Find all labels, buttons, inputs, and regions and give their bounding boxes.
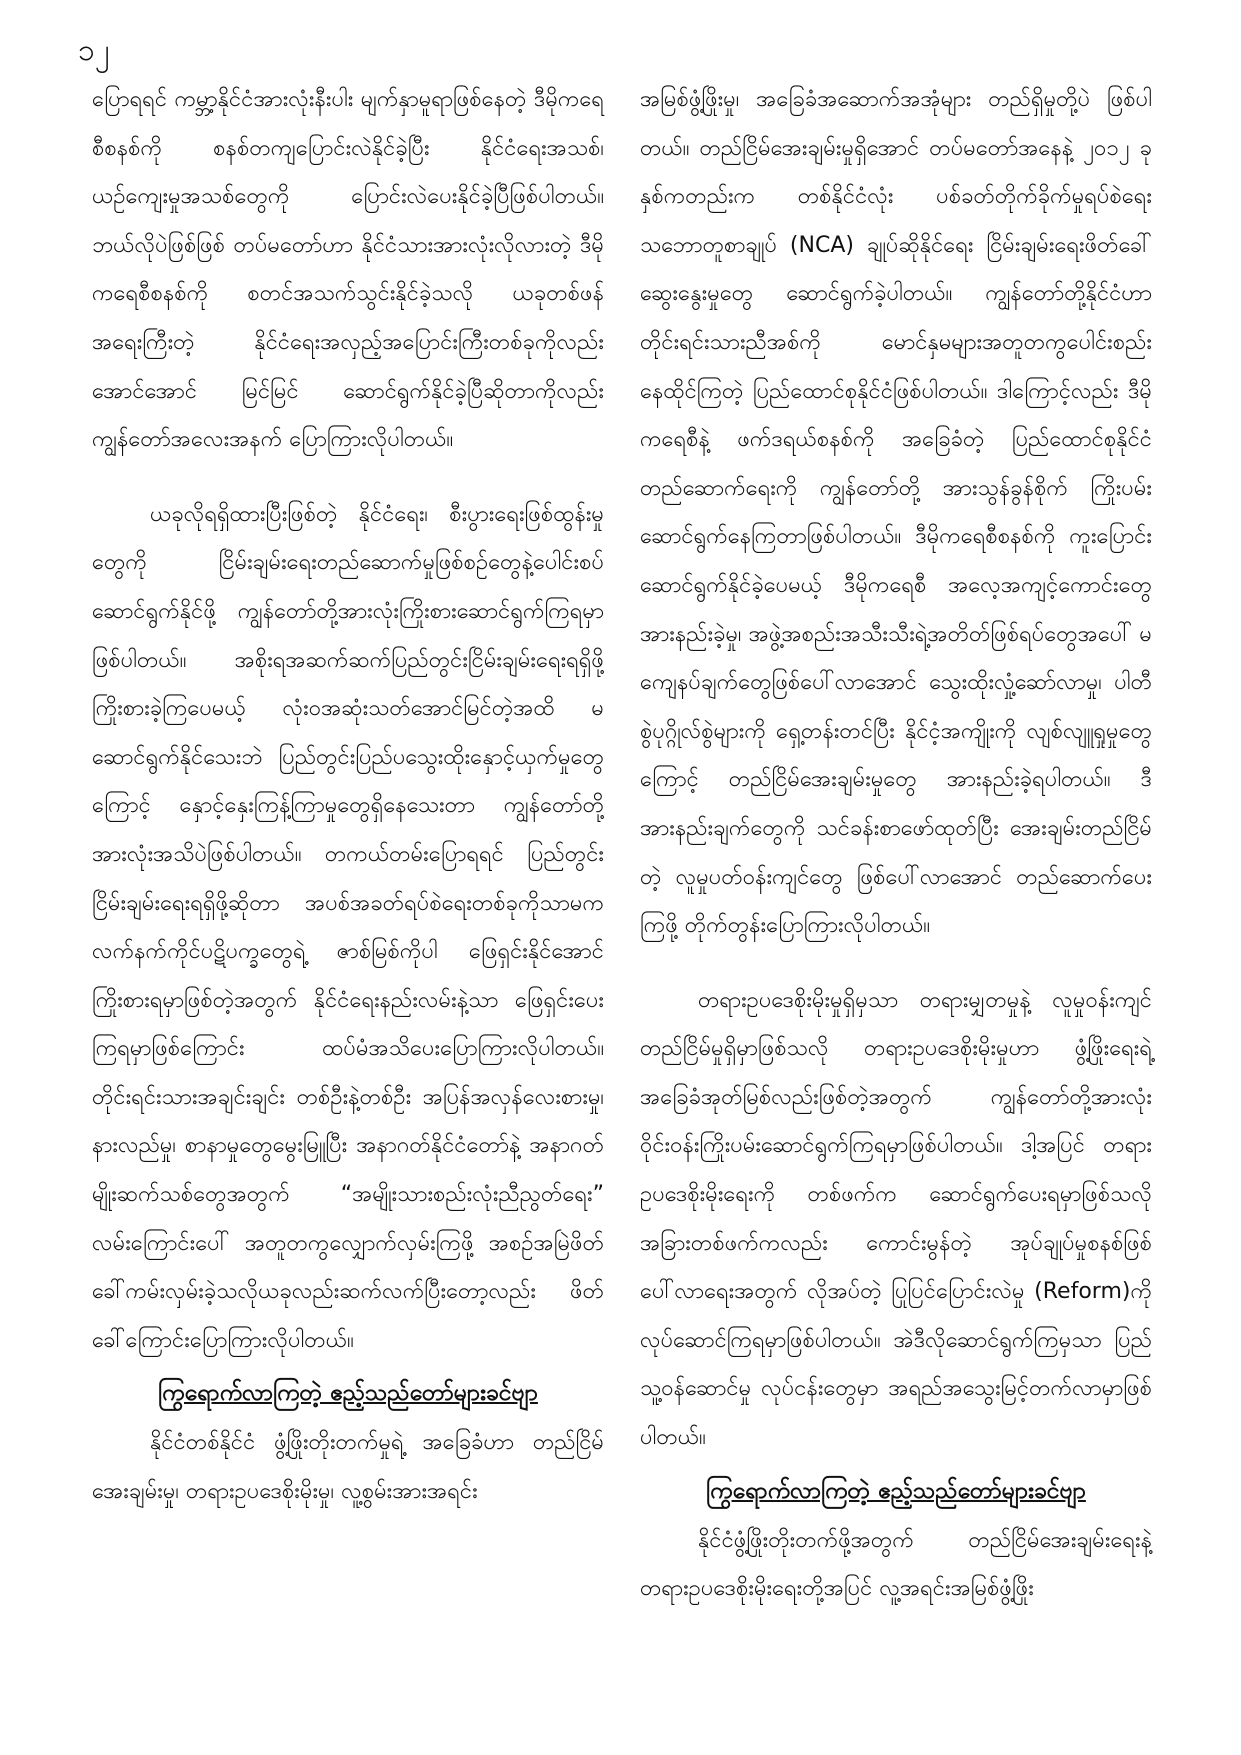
right-section-heading: ကြွရောက်လာကြတဲ့ ဧည့်သည်တော်များခင်ဗျာ [706, 1477, 1086, 1504]
right-paragraph-1: အမြစ်ဖွံ့ဖြိုးမှု၊ အခြေခံအဆောက်အအုံများ တည်ရှိမှုတို့ပဲ ဖြစ်ပါတယ်။ တည်ငြိမ်အေးချမ်းမှုရှိအောင် တပ်မတော်အနေနဲ့ ၂၀၁၂ ခုနှစ်ကတည်းက တစ်နိုင်ငံလုံး ပစ်ခတ်တိုက်ခိုက်မှုရပ်စဲရေးသဘောတူစာချုပ် (NCA) ချုပ်ဆိုနိုင်ရေး ငြိမ်းချမ်းရေးဖိတ်ခေါ်ဆွေးနွေးမှုတွေ ဆောင်ရွက်ခဲ့ပါတယ်။ ကျွန်တော်တို့နိုင်ငံဟာ တိုင်းရင်းသားညီအစ်ကို မောင်နှမများအတူတကွပေါင်းစည်းနေထိုင်ကြတဲ့ ပြည်ထောင်စုနိုင်ငံဖြစ်ပါတယ်။ ဒါကြောင့်လည်း ဒီမိုကရေစီနဲ့ ဖက်ဒရယ်စနစ်ကို အခြေခံတဲ့ ပြည်ထောင်စုနိုင်ငံတည်ဆောက်ရေးကို ကျွန်တော်တို့ အားသွန်ခွန်စိုက် ကြိုးပမ်းဆောင်ရွက်နေကြတာဖြစ်ပါတယ်။ ဒီမိုကရေစီစနစ်ကို ကူးပြောင်းဆောင်ရွက်နိုင်ခဲ့ပေမယ့် ဒီမိုကရေစီ အလေ့အကျင့်ကောင်းတွေ အားနည်းခဲ့မှု၊ အဖွဲ့အစည်းအသီးသီးရဲ့အတိတ်ဖြစ်ရပ်တွေအပေါ် မကျေနပ်ချက်တွေဖြစ်ပေါ်လာအောင် သွေးထိုးလှုံ့ဆော်လာမှု၊ ပါတီစွဲပုဂ္ဂိုလ်စွဲများကို ရှေ့တန်းတင်ပြီး နိုင်ငံ့အကျိုးကို လျစ်လျူရှုမှုတွေကြောင့် တည်ငြိမ်အေးချမ်းမှုတွေ အားနည်းခဲ့ရပါတယ်။ ဒီအားနည်းချက်တွေကို သင်ခန်းစာဖော်ထုတ်ပြီး အေးချမ်းတည်ငြိမ်တဲ့ လူမှုပတ်ဝန်းကျင်တွေ ဖြစ်ပေါ်လာအောင် တည်ဆောက်ပေးကြဖို့ တိုက်တွန်းပြောကြားလိုပါတယ်။ [640, 87, 1152, 939]
page-number: ၁၂ [78, 33, 110, 68]
paragraph-gap [640, 951, 1152, 977]
left-paragraph-1: ပြောရရင် ကမ္ဘာ့နိုင်ငံအားလုံးနီးပါး မျက်နှာမူရာဖြစ်နေတဲ့ ဒီမိုကရေစီစနစ်ကို စနစ်တကျပြောင်းလဲနိုင်ခဲ့ပြီး နိုင်ငံရေးအသစ်၊ ယဉ်ကျေးမှုအသစ်တွေကို ပြောင်းလဲပေးနိုင်ခဲ့ပြီဖြစ်ပါတယ်။ ဘယ်လိုပဲဖြစ်ဖြစ် တပ်မတော်ဟာ နိုင်ငံသားအားလုံးလိုလားတဲ့ ဒီမိုကရေစီစနစ်ကို စတင်အသက်သွင်းနိုင်ခဲ့သလို ယခုတစ်ဖန်အရေးကြီးတဲ့ နိုင်ငံရေးအလှည့်အပြောင်းကြီးတစ်ခုကိုလည်း အောင်အောင် မြင်မြင် ဆောင်ရွက်နိုင်ခဲ့ပြီဆိုတာကိုလည်း ကျွန်တော်အလေးအနက် ပြောကြားလိုပါတယ်။ [92, 87, 604, 453]
right-paragraph-2: တရားဥပဒေစိုးမိုးမှုရှိမှသာ တရားမျှတမှုနဲ့ လူမှုဝန်းကျင်တည်ငြိမ်မှုရှိမှာဖြစ်သလို တရားဥပဒေစိုးမိုးမှုဟာ ဖွံ့ဖြိုးရေးရဲ့အခြေခံအုတ်မြစ်လည်းဖြစ်တဲ့အတွက် ကျွန်တော်တို့အားလုံး ဝိုင်းဝန်းကြိုးပမ်းဆောင်ရွက်ကြရမှာဖြစ်ပါတယ်။ ဒါ့အပြင် တရားဥပဒေစိုးမိုးရေးကို တစ်ဖက်က ဆောင်ရွက်ပေးရမှာဖြစ်သလို အခြားတစ်ဖက်ကလည်း ကောင်းမွန်တဲ့ အုပ်ချုပ်မှုစနစ်ဖြစ်ပေါ်လာရေးအတွက် လိုအပ်တဲ့ ပြုပြင်ပြောင်းလဲမှု (Reform)ကို လုပ်ဆောင်ကြရမှာဖြစ်ပါတယ်။ အဲဒီလိုဆောင်ရွက်ကြမှသာ ပြည်သူ့ဝန်ဆောင်မှု လုပ်ငန်းတွေမှာ အရည်အသွေးမြင့်တက်လာမှာဖြစ်ပါတယ်။ [640, 987, 1152, 1451]
left-section-heading: ကြွရောက်လာကြတဲ့ ဧည့်သည်တော်များခင်ဗျာ [158, 1380, 538, 1407]
two-column-body [92, 76, 1152, 1736]
right-paragraph-3: နိုင်ငံဖွံ့ဖြိုးတိုးတက်ဖို့အတွက် တည်ငြိမ်အေးချမ်းရေးနဲ့ တရားဥပဒေစိုးမိုးရေးတို့အပြင် လူ့အရင်းအမြစ်ဖွံ့ဖြိုး [640, 1527, 1152, 1602]
paragraph-gap [92, 465, 604, 491]
right-column [640, 76, 1152, 1736]
left-paragraph-2: ယခုလိုရရှိထားပြီးဖြစ်တဲ့ နိုင်ငံရေး၊ စီးပွားရေးဖြစ်ထွန်းမှုတွေကို ငြိမ်းချမ်းရေးတည်ဆောက်မှုဖြစ်စဉ်တွေနဲ့ပေါင်းစပ်ဆောင်ရွက်နိုင်ဖို့ ကျွန်တော်တို့အားလုံးကြိုးစားဆောင်ရွက်ကြရမှာဖြစ်ပါတယ်။ အစိုးရအဆက်ဆက်ပြည်တွင်းငြိမ်းချမ်းရေးရရှိဖို့ ကြိုးစားခဲ့ကြပေမယ့် လုံး၀အဆုံးသတ်အောင်မြင်တဲ့အထိ မဆောင်ရွက်နိုင်သေးဘဲ ပြည်တွင်းပြည်ပသွေးထိုးနှောင့်ယှက်မှုတွေကြောင့် နှောင့်နှေးကြန့်ကြာမှုတွေရှိနေသေးတာ ကျွန်တော်တို့အားလုံးအသိပဲဖြစ်ပါတယ်။ တကယ်တမ်းပြောရရင် ပြည်တွင်းငြိမ်းချမ်းရေးရရှိဖို့ဆိုတာ အပစ်အခတ်ရပ်စဲရေးတစ်ခုကိုသာမက လက်နက်ကိုင်ပဋိပက္ခတွေရဲ့ ဇာစ်မြစ်ကိုပါ ဖြေရှင်းနိုင်အောင် ကြိုးစားရမှာဖြစ်တဲ့အတွက် နိုင်ငံရေးနည်းလမ်းနဲ့သာ ဖြေရှင်းပေးကြရမှာဖြစ်ကြောင်း ထပ်မံအသိပေးပြောကြားလိုပါတယ်။ တိုင်းရင်းသားအချင်းချင်း တစ်ဦးနဲ့တစ်ဦး အပြန်အလှန်လေးစားမှု၊ နားလည်မှု၊ စာနာမှုတွေမွေးမြူပြီး အနာဂတ်နိုင်ငံတော်နဲ့ အနာဂတ်မျိုးဆက်သစ်တွေအတွက် “အမျိုးသားစည်းလုံးညီညွတ်ရေး” လမ်းကြောင်းပေါ် အတူတကွလျှောက်လှမ်းကြဖို့ အစဉ်အမြဲဖိတ်ခေါ်ကမ်းလှမ်းခဲ့သလိုယခုလည်းဆက်လက်ပြီးတော့လည်း ဖိတ်ခေါ်ကြောင်းပြောကြားလိုပါတယ်။ [92, 501, 604, 1353]
left-paragraph-3: နိုင်ငံတစ်နိုင်ငံ ဖွံ့ဖြိုးတိုးတက်မှုရဲ့ အခြေခံဟာ တည်ငြိမ်အေးချမ်းမှု၊ တရားဥပဒေစိုးမိုးမှု၊ လူ့စွမ်းအားအရင်း [92, 1430, 604, 1505]
left-column [92, 76, 604, 1736]
